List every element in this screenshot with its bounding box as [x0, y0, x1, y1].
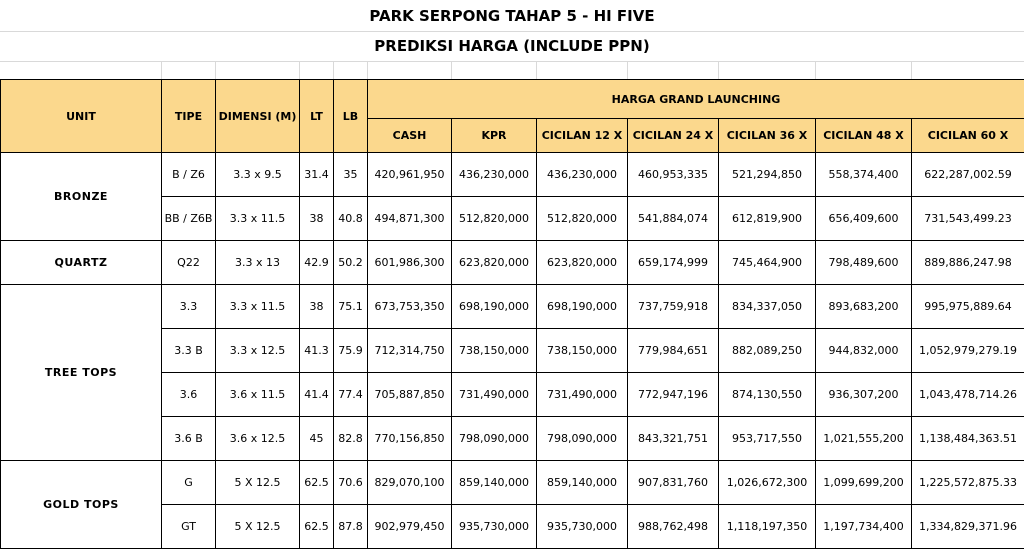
header-lt: LT	[300, 80, 334, 153]
cell-cash: 494,871,300	[368, 197, 452, 241]
cell-cicilan-36: 1,026,672,300	[719, 461, 816, 505]
cell-dimensi: 3.3 x 12.5	[216, 329, 300, 373]
cell-cash: 673,753,350	[368, 285, 452, 329]
cell-cicilan-48: 944,832,000	[816, 329, 912, 373]
cell-cicilan-12: 731,490,000	[537, 373, 628, 417]
cell-cash: 420,961,950	[368, 153, 452, 197]
header-cicilan-48: CICILAN 48 X	[816, 119, 912, 153]
cell-cicilan-12: 512,820,000	[537, 197, 628, 241]
cell-cicilan-24: 988,762,498	[628, 505, 719, 549]
cell-cicilan-36: 521,294,850	[719, 153, 816, 197]
cell-cicilan-60: 1,334,829,371.96	[912, 505, 1024, 549]
unit-name: BRONZE	[1, 153, 162, 241]
table-row	[1, 241, 1024, 285]
unit-name: QUARTZ	[1, 241, 162, 285]
cell-lt: 41.4	[300, 373, 334, 417]
cell-cicilan-12: 698,190,000	[537, 285, 628, 329]
cell-cicilan-36: 745,464,900	[719, 241, 816, 285]
cell-cash: 705,887,850	[368, 373, 452, 417]
unit-name: TREE TOPS	[1, 285, 162, 461]
cell-lb: 40.8	[334, 197, 368, 241]
sheet-title: PARK SERPONG TAHAP 5 - HI FIVE	[0, 0, 1024, 32]
cell-cicilan-24: 541,884,074	[628, 197, 719, 241]
cell-cicilan-24: 659,174,999	[628, 241, 719, 285]
cell-cicilan-60: 622,287,002.59	[912, 153, 1024, 197]
cell-dimensi: 5 X 12.5	[216, 505, 300, 549]
header-tipe: TIPE	[162, 80, 216, 153]
cell-kpr: 512,820,000	[452, 197, 537, 241]
header-cicilan-60: CICILAN 60 X	[912, 119, 1024, 153]
cell-dimensi: 5 X 12.5	[216, 461, 300, 505]
cell-cicilan-60: 1,225,572,875.33	[912, 461, 1024, 505]
header-cicilan-36: CICILAN 36 X	[719, 119, 816, 153]
table-row	[1, 285, 1024, 329]
cell-cicilan-24: 907,831,760	[628, 461, 719, 505]
cell-cicilan-60: 889,886,247.98	[912, 241, 1024, 285]
cell-cicilan-48: 1,197,734,400	[816, 505, 912, 549]
cell-cicilan-48: 936,307,200	[816, 373, 912, 417]
cell-cicilan-12: 738,150,000	[537, 329, 628, 373]
cell-cicilan-12: 623,820,000	[537, 241, 628, 285]
empty-spacer-row	[0, 61, 1024, 80]
cell-cicilan-36: 1,118,197,350	[719, 505, 816, 549]
cell-cicilan-12: 859,140,000	[537, 461, 628, 505]
cell-cicilan-36: 882,089,250	[719, 329, 816, 373]
cell-dimensi: 3.3 x 9.5	[216, 153, 300, 197]
cell-kpr: 859,140,000	[452, 461, 537, 505]
cell-lt: 38	[300, 197, 334, 241]
cell-cash: 829,070,100	[368, 461, 452, 505]
cell-lb: 50.2	[334, 241, 368, 285]
cell-lt: 42.9	[300, 241, 334, 285]
cell-kpr: 738,150,000	[452, 329, 537, 373]
cell-lt: 62.5	[300, 505, 334, 549]
cell-cicilan-24: 460,953,335	[628, 153, 719, 197]
cell-lb: 75.1	[334, 285, 368, 329]
cell-cash: 902,979,450	[368, 505, 452, 549]
price-table	[0, 79, 1024, 549]
cell-lt: 62.5	[300, 461, 334, 505]
cell-dimensi: 3.3 x 11.5	[216, 197, 300, 241]
cell-cash: 712,314,750	[368, 329, 452, 373]
cell-cicilan-48: 656,409,600	[816, 197, 912, 241]
cell-cicilan-12: 436,230,000	[537, 153, 628, 197]
cell-tipe: BB / Z6B	[162, 197, 216, 241]
cell-lb: 35	[334, 153, 368, 197]
cell-lb: 75.9	[334, 329, 368, 373]
cell-cash: 601,986,300	[368, 241, 452, 285]
header-unit: UNIT	[1, 80, 162, 153]
cell-lb: 87.8	[334, 505, 368, 549]
header-lb: LB	[334, 80, 368, 153]
cell-cicilan-60: 1,052,979,279.19	[912, 329, 1024, 373]
cell-cicilan-48: 558,374,400	[816, 153, 912, 197]
cell-kpr: 698,190,000	[452, 285, 537, 329]
cell-dimensi: 3.3 x 13	[216, 241, 300, 285]
cell-cicilan-48: 1,099,699,200	[816, 461, 912, 505]
cell-cicilan-48: 893,683,200	[816, 285, 912, 329]
cell-lt: 38	[300, 285, 334, 329]
header-kpr: KPR	[452, 119, 537, 153]
header-cash: CASH	[368, 119, 452, 153]
cell-dimensi: 3.6 x 11.5	[216, 373, 300, 417]
cell-cicilan-48: 798,489,600	[816, 241, 912, 285]
cell-cicilan-36: 874,130,550	[719, 373, 816, 417]
cell-cicilan-24: 737,759,918	[628, 285, 719, 329]
unit-name: GOLD TOPS	[1, 461, 162, 549]
cell-cicilan-60: 731,543,499.23	[912, 197, 1024, 241]
cell-cicilan-24: 779,984,651	[628, 329, 719, 373]
cell-tipe: B / Z6	[162, 153, 216, 197]
table-row	[1, 153, 1024, 197]
cell-cicilan-24: 772,947,196	[628, 373, 719, 417]
cell-lt: 45	[300, 417, 334, 461]
cell-cicilan-36: 834,337,050	[719, 285, 816, 329]
header-cicilan-12: CICILAN 12 X	[537, 119, 628, 153]
sheet-subtitle: PREDIKSI HARGA (INCLUDE PPN)	[0, 31, 1024, 62]
cell-lt: 31.4	[300, 153, 334, 197]
cell-lb: 70.6	[334, 461, 368, 505]
cell-kpr: 798,090,000	[452, 417, 537, 461]
cell-tipe: 3.6	[162, 373, 216, 417]
cell-cicilan-60: 1,138,484,363.51	[912, 417, 1024, 461]
cell-kpr: 436,230,000	[452, 153, 537, 197]
cell-lb: 77.4	[334, 373, 368, 417]
table-row	[1, 461, 1024, 505]
cell-cicilan-36: 612,819,900	[719, 197, 816, 241]
cell-kpr: 731,490,000	[452, 373, 537, 417]
cell-tipe: G	[162, 461, 216, 505]
cell-cicilan-12: 798,090,000	[537, 417, 628, 461]
header-harga-grand-launching: HARGA GRAND LAUNCHING	[368, 80, 1024, 119]
cell-cicilan-36: 953,717,550	[719, 417, 816, 461]
cell-kpr: 935,730,000	[452, 505, 537, 549]
cell-cicilan-60: 995,975,889.64	[912, 285, 1024, 329]
cell-cicilan-60: 1,043,478,714.26	[912, 373, 1024, 417]
cell-tipe: Q22	[162, 241, 216, 285]
cell-cicilan-12: 935,730,000	[537, 505, 628, 549]
cell-lt: 41.3	[300, 329, 334, 373]
cell-kpr: 623,820,000	[452, 241, 537, 285]
cell-dimensi: 3.3 x 11.5	[216, 285, 300, 329]
cell-cicilan-48: 1,021,555,200	[816, 417, 912, 461]
cell-tipe: 3.3 B	[162, 329, 216, 373]
header-dimensi: DIMENSI (M)	[216, 80, 300, 153]
cell-cicilan-24: 843,321,751	[628, 417, 719, 461]
cell-tipe: 3.3	[162, 285, 216, 329]
cell-tipe: GT	[162, 505, 216, 549]
cell-tipe: 3.6 B	[162, 417, 216, 461]
cell-dimensi: 3.6 x 12.5	[216, 417, 300, 461]
cell-cash: 770,156,850	[368, 417, 452, 461]
header-cicilan-24: CICILAN 24 X	[628, 119, 719, 153]
cell-lb: 82.8	[334, 417, 368, 461]
